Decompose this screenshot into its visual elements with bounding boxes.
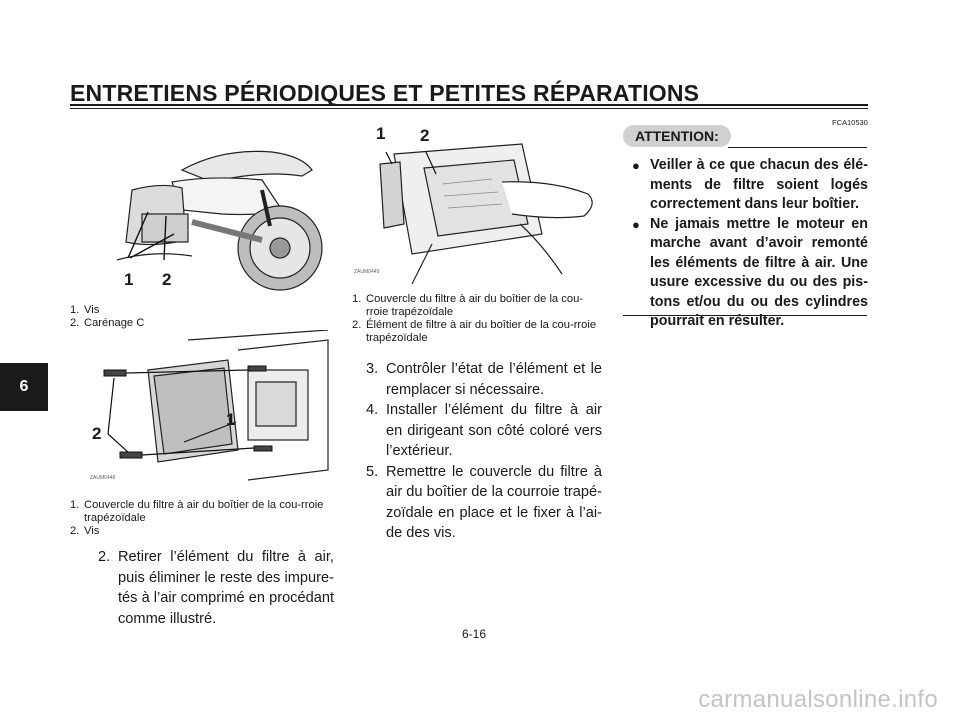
figure-scooter-illustration (112, 130, 332, 298)
attention-ref-code: FCA10530 (832, 118, 868, 127)
caption-item: 2. Élément de filtre à air du boîtier de la cou-rroie trapézoïdale (352, 319, 597, 344)
figure2-caption (70, 499, 332, 538)
watermark: carmanualsonline.info (698, 686, 938, 713)
filter-drawing (352, 124, 602, 284)
figure3-callout-1: 1 (376, 124, 386, 143)
bullet-icon: ● (632, 158, 640, 173)
attention-bullet: ● Ne jamais mettre le moteur en marche avant d’avoir remonté les éléments de filtre à air. Une usure excessive du ou des pis-tons et/ou du ou des cylindres pourrait en résulter. (632, 215, 868, 332)
attention-bullet: ● Veiller à ce que chacun des élé-ments de filtre soient logés correctement dans leur boîtier. (632, 156, 868, 215)
chapter-tab: 6 (0, 363, 48, 411)
figure1-callout-1: 1 (124, 270, 134, 289)
attention-rule (728, 147, 867, 148)
instruction-step-2: 2. Retirer l’élément du filtre à air, puis éliminer le reste des impure-tés à l’air comprimé en procédant comme illustré. (98, 549, 334, 627)
header-rule-thin (70, 108, 868, 109)
attention-heading (623, 125, 867, 147)
figure3-code: ZAUM0449 (354, 269, 380, 275)
header-rule (70, 104, 868, 106)
instruction-steps (366, 359, 602, 544)
figure-filter-element (352, 124, 602, 284)
caption-item: 1. Couvercle du filtre à air du boîtier de la cou-rroie trapézoïdale (70, 499, 324, 524)
page-number: 6-16 (462, 627, 487, 641)
figure3-caption (352, 293, 602, 345)
caption-item: 1. Vis (70, 304, 100, 316)
attention-label: ATTENTION: (623, 125, 731, 147)
attention-end-rule (623, 315, 867, 316)
figure1-callout-2: 2 (162, 270, 172, 289)
caption-item: 2. Vis (70, 525, 100, 537)
page-header-title: ENTRETIENS PÉRIODIQUES ET PETITES RÉPARATIONS (70, 80, 700, 106)
caption-item: 1. Couvercle du filtre à air du boîtier de la cou-rroie trapézoïdale (352, 293, 584, 318)
figure2-callout-1: 1 (226, 410, 236, 429)
bullet-icon: ● (632, 216, 640, 232)
instruction-step: 4. Installer l’élément du filtre à air en dirigeant son côté coloré vers l’extérieur. (366, 402, 602, 459)
scooter-drawing (112, 130, 332, 298)
attention-bullets (632, 156, 868, 332)
figure3-callout-2: 2 (420, 126, 430, 145)
figure2-code: ZAUM0448 (90, 475, 116, 481)
instruction-step: 5. Remettre le couvercle du filtre à air du boîtier de la courroie trapé-zoïdale en place et le fixer à l’ai-de des vis. (366, 463, 602, 541)
cover-drawing (88, 330, 332, 490)
figure2-callout-2: 2 (92, 424, 102, 443)
caption-item: 2. Carénage C (70, 317, 145, 329)
instruction-step: 3. Contrôler l’état de l’élément et le remplacer si nécessaire. (366, 361, 602, 398)
figure-cover-screws (88, 330, 332, 490)
figure1-caption (70, 304, 330, 330)
